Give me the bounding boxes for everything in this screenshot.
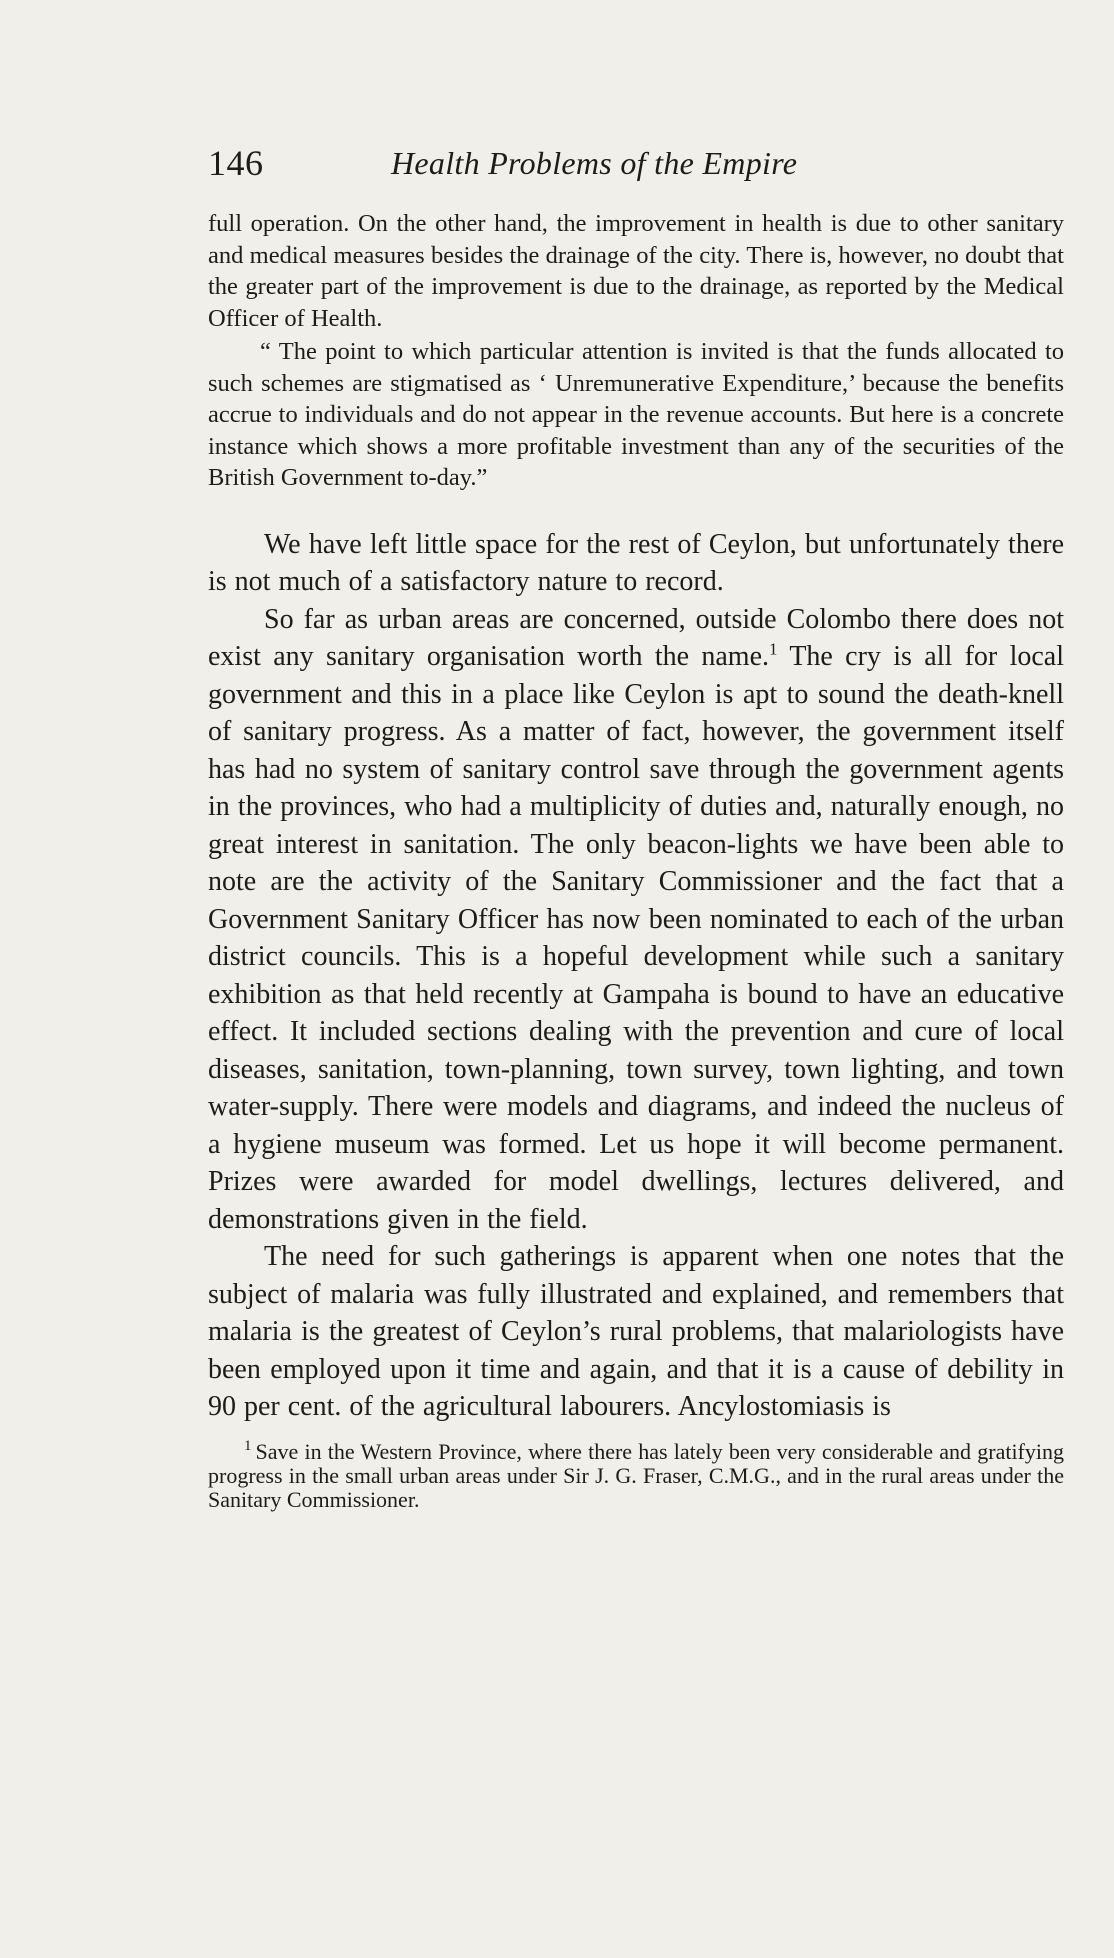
page-number: 146 <box>208 143 264 183</box>
running-title: Health Problems of the Empire <box>391 145 798 181</box>
quoted-report <box>208 208 1064 494</box>
body-paragraph-text: So far as urban areas are concerned, outside Colombo there does not exist any sanitary organisation worth the name. <box>208 603 1064 672</box>
quote-paragraph: “ The point to which particular attention is invited is that the funds allocated to such schemes are stigmatised as ‘ Unremunerative Expenditure,’ because the benefits accrue to individuals and do not appear in the revenue accounts. But here is a concrete instance which shows a more profitable investment than any of the securities of the British Government to-day.” <box>208 338 1064 491</box>
footnote-text: Save in the Western Province, where there has lately been very considerable and gratifying progress in the small urban areas under Sir J. G. Fraser, C.M.G., and in the rural areas under the Sanitary Commissioner. <box>208 1438 1064 1512</box>
body-text <box>208 526 1064 1426</box>
body-paragraph <box>208 601 1064 1239</box>
body-paragraph: We have left little space for the rest of Ceylon, but unfortunately there is not much of a satisfactory nature to record. <box>208 528 1064 597</box>
body-paragraph: The need for such gatherings is apparent when one notes that the subject of malaria was fully illustrated and explained, and remembers that malaria is the greatest of Ceylon’s rural problems, that malariologists have been employed upon it time and again, and that it is a cause of debility in 90 per cent. of the agricultural labourers. Ancylostomiasis is <box>208 1241 1064 1422</box>
text-block <box>208 208 1064 1512</box>
page-header <box>208 142 928 192</box>
body-paragraph-text: The cry is all for local government and this in a place like Ceylon is apt to sound the death-knell of sanitary progress. As a matter of fact, however, the government itself has had no system of sanitary control save through the government agents in the provinces, who had a multiplicity of duties and, naturally enough, no great interest in sanitation. The only beacon-lights we have been able to note are the activity of the Sanitary Commissioner and the fact that a Government Sanitary Officer has now been nominated to each of the urban district councils. This is a hopeful development while such a sanitary exhibition as that held recently at Gampaha is bound to have an educative effect. It included sections dealing with the prevention and cure of local diseases, sanitation, town-planning, town survey, town lighting, and town water-supply. There were models and diagrams, and indeed the nucleus of a hygiene museum was formed. Let us hope it will become permanent. Prizes were awarded for model dwellings, lectures delivered, and demonstrations given in the field. <box>208 641 1064 1235</box>
footnote-number: 1 <box>244 1438 252 1455</box>
quote-paragraph: full operation. On the other hand, the improvement in health is due to other sanitary and medical measures besides the drainage of the city. There is, however, no doubt that the greater part of the improvement is due to the drainage, as reported by the Medical Officer of Health. <box>208 210 1064 332</box>
footnote <box>208 1440 1064 1512</box>
footnote-reference: 1 <box>769 639 778 659</box>
